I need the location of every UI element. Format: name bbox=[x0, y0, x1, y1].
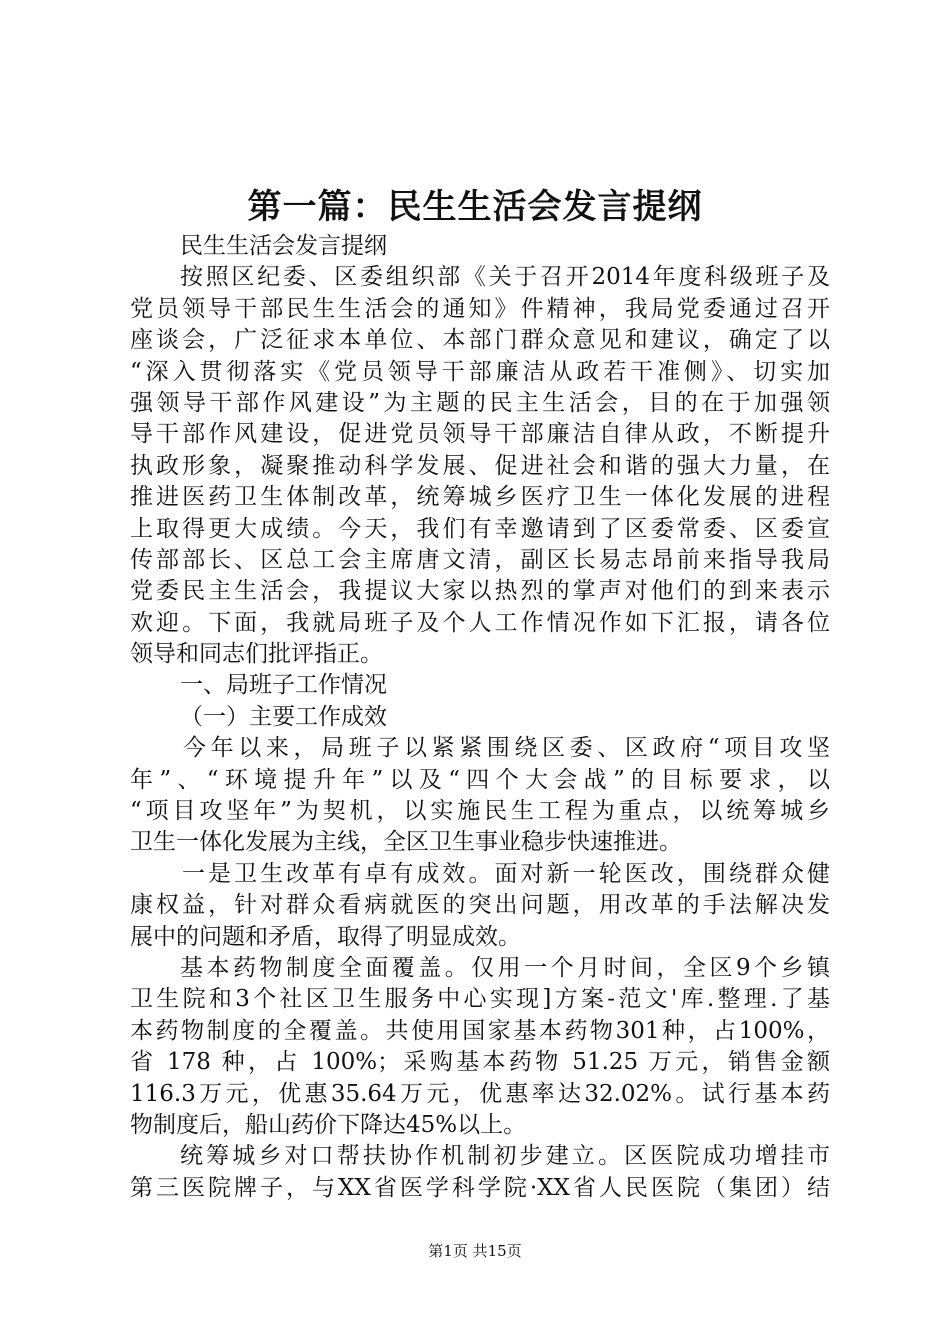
document-title: 第一篇：民生生活会发言提纲 bbox=[247, 187, 703, 227]
text-line: （一）主要工作成效 bbox=[180, 703, 387, 730]
text-line: 党委民主生活会，我提议大家以热烈的掌声对他们的到来表示 bbox=[130, 578, 830, 605]
text-line: 卫生一体化发展为主线，全区卫生事业稳步快速推进。 bbox=[130, 829, 682, 856]
page-footer: 第1页 共15页 bbox=[428, 1242, 522, 1260]
text-line: 一、局班子工作情况 bbox=[180, 672, 387, 699]
text-line: 今年以来，局班子以紧紧围绕区委、区政府“项目攻坚 bbox=[183, 735, 830, 762]
text-line: 按照区纪委、区委组织部《关于召开2014年度科级班子及 bbox=[180, 264, 830, 291]
text-line: 民生生活会发言提纲 bbox=[180, 233, 387, 259]
text-line: 统筹城乡对口帮扶协作机制初步建立。区医院成功增挂市 bbox=[180, 1143, 830, 1170]
text-line: 展中的问题和矛盾，取得了明显成效。 bbox=[130, 923, 521, 950]
text-line: 欢迎。下面，我就局班子及个人工作情况作如下汇报，请各位 bbox=[130, 609, 830, 636]
text-line: 推进医药卫生体制改革，统筹城乡医疗卫生一体化发展的进程 bbox=[130, 484, 830, 511]
text-line: 康权益，针对群众看病就医的突出问题，用改革的手法解决发 bbox=[130, 892, 830, 919]
text-line: 座谈会，广泛征求本单位、本部门群众意见和建议，确定了以 bbox=[130, 327, 830, 354]
document-body bbox=[130, 231, 830, 1204]
text-line: 强领导干部作风建设”为主题的民主生活会，目的在于加强领 bbox=[130, 389, 830, 416]
text-line: 党员领导干部民生生活会的通知》件精神，我局党委通过召开 bbox=[130, 295, 830, 322]
text-line: 卫生院和3个社区卫生服务中心实现]方案-范文'库.整理.了基 bbox=[130, 986, 830, 1013]
text-line: 一是卫生改革有卓有成效。面对新一轮医改，围绕群众健 bbox=[182, 860, 830, 887]
text-line: “项目攻坚年”为契机，以实施民生工程为重点，以统筹城乡 bbox=[130, 798, 830, 825]
text-line: 领导和同志们批评指正。 bbox=[130, 641, 383, 668]
text-line: 物制度后，船山药价下降达45%以上。 bbox=[130, 1111, 527, 1138]
text-line: 第三医院牌子，与XX省医学科学院·XX省人民医院（集团）结 bbox=[130, 1174, 830, 1201]
text-line: 传部部长、区总工会主席唐文清，副区长易志昂前来指导我局 bbox=[130, 546, 830, 573]
text-line: 上取得更大成绩。今天，我们有幸邀请到了区委常委、区委宣 bbox=[130, 515, 830, 542]
text-line: 导干部作风建设，促进党员领导干部廉洁自律从政，不断提升 bbox=[130, 421, 830, 448]
text-line: 执政形象，凝聚推动科学发展、促进社会和谐的强大力量，在 bbox=[130, 452, 830, 479]
text-line: 本药物制度的全覆盖。共使用国家基本药物301种，占100%， bbox=[130, 1017, 830, 1044]
text-line: 省 178 种，占 100%；采购基本药物 51.25 万元，销售金额 bbox=[130, 1049, 830, 1076]
text-line: 116.3万元，优惠35.64万元，优惠率达32.02%。试行基本药 bbox=[130, 1080, 830, 1107]
text-line: “深入贯彻落实《党员领导干部廉洁从政若干准侧》、切实加 bbox=[130, 358, 830, 385]
text-line: 基本药物制度全面覆盖。仅用一个月时间，全区9个乡镇 bbox=[180, 954, 830, 981]
text-line: 年”、“环境提升年”以及“四个大会战”的目标要求，以 bbox=[130, 766, 830, 793]
